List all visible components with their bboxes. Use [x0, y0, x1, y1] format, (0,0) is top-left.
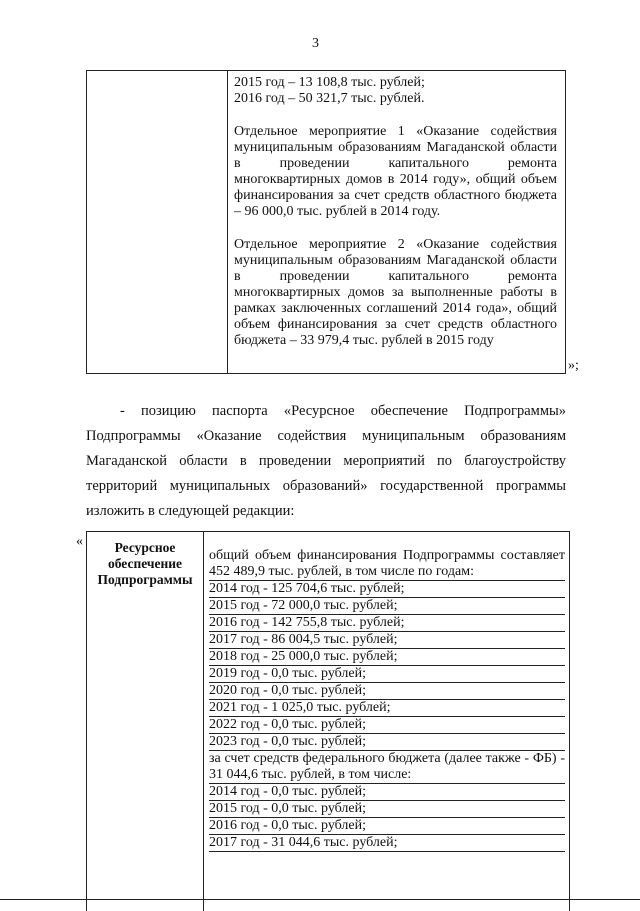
year-line: 2022 год - 0,0 тыс. рублей; — [209, 717, 565, 734]
year-line: 2023 год - 0,0 тыс. рублей; — [209, 734, 565, 751]
body-paragraph — [86, 399, 566, 524]
federal-year-line: 2014 год - 0,0 тыс. рублей; — [209, 784, 565, 801]
year-line: 2015 год - 72 000,0 тыс. рублей; — [209, 598, 565, 615]
table-column-divider — [203, 532, 204, 911]
funding-cell — [234, 75, 557, 349]
table-column-divider — [227, 71, 228, 373]
federal-year-line: 2016 год - 0,0 тыс. рублей; — [209, 818, 565, 835]
federal-intro: за счет средств федерального бюджета (далее также - ФБ) - 31 044,6 тыс. рублей, в том числе: — [209, 751, 565, 782]
funding-line: 2016 год – 50 321,7 тыс. рублей. — [234, 91, 425, 106]
federal-year-line: 2017 год - 31 044,6 тыс. рублей; — [209, 835, 565, 852]
year-line: 2016 год - 142 755,8 тыс. рублей; — [209, 615, 565, 632]
year-line: 2018 год - 25 000,0 тыс. рублей; — [209, 649, 565, 666]
activity-2-paragraph: Отдельное мероприятие 2 «Оказание содействия муниципальным образованиям Магаданской области в проведении капитального ремонта многоквартирных домов за выполненные работы в рамках заключенных соглашений 2014 года», общий объем финансирования за счет средств областного бюджета – 33 979,4 тыс. рублей в 2015 году — [234, 237, 557, 348]
opening-quote: « — [76, 534, 83, 549]
page-bottom-rule — [0, 899, 640, 900]
year-line: 2017 год - 86 004,5 тыс. рублей; — [209, 632, 565, 649]
resources-label: Ресурсное обеспечение Подпрограммы — [97, 540, 193, 587]
resources-table — [86, 531, 570, 911]
year-line: 2019 год - 0,0 тыс. рублей; — [209, 666, 565, 683]
year-line: 2021 год - 1 025,0 тыс. рублей; — [209, 700, 565, 717]
funding-line: 2015 год – 13 108,8 тыс. рублей; — [234, 75, 425, 90]
closing-quote: »; — [568, 358, 579, 373]
funding-intro: общий объем финансирования Подпрограммы составляет 452 489,9 тыс. рублей, в том числе по годам: — [209, 548, 565, 579]
activity-1-paragraph: Отдельное мероприятие 1 «Оказание содействия муниципальным образованиям Магаданской области в проведении капитального ремонта многоквартирных домов в 2014 году», общий объем финансирования за счет средств областного бюджета – 96 000,0 тыс. рублей в 2014 году. — [234, 124, 557, 219]
year-line: 2020 год - 0,0 тыс. рублей; — [209, 683, 565, 700]
page-number: 3 — [312, 36, 319, 51]
top-table — [86, 70, 566, 374]
resources-content — [209, 548, 565, 852]
federal-year-line: 2015 год - 0,0 тыс. рублей; — [209, 801, 565, 818]
year-line: 2014 год - 125 704,6 тыс. рублей; — [209, 581, 565, 598]
body-paragraph-text: - позицию паспорта «Ресурсное обеспечение Подпрограммы» Подпрограммы «Оказание содействия муниципальным образованиям Магаданской области в проведении мероприятий по благоустройству территорий муниципальных образований» государственной программы изложить в следующей редакции: — [86, 403, 566, 519]
